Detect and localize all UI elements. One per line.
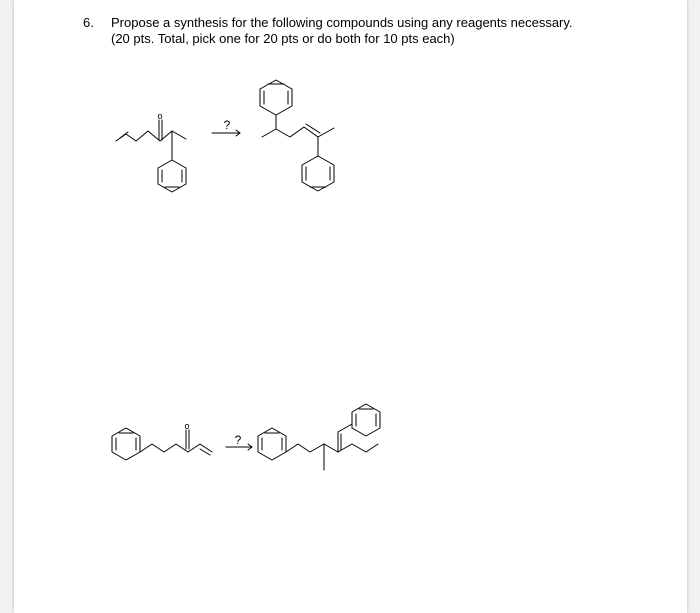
scheme1-product <box>260 80 334 191</box>
scheme2-oxygen-label: o <box>184 421 190 431</box>
question-line-1: Propose a synthesis for the following compounds using any reagents necessary. <box>111 15 573 30</box>
scheme2-product <box>258 404 380 470</box>
scheme2-arrow-label: ? <box>234 433 242 447</box>
question-line-2: (20 pts. Total, pick one for 20 pts or do both for 10 pts each) <box>111 31 455 46</box>
question-number: 6. <box>83 15 94 30</box>
scheme1-starting-material <box>116 120 186 192</box>
scheme1-arrow-label: ? <box>223 118 231 132</box>
scheme1-oxygen-label: o <box>157 111 163 121</box>
scheme2-starting-material <box>112 428 212 460</box>
